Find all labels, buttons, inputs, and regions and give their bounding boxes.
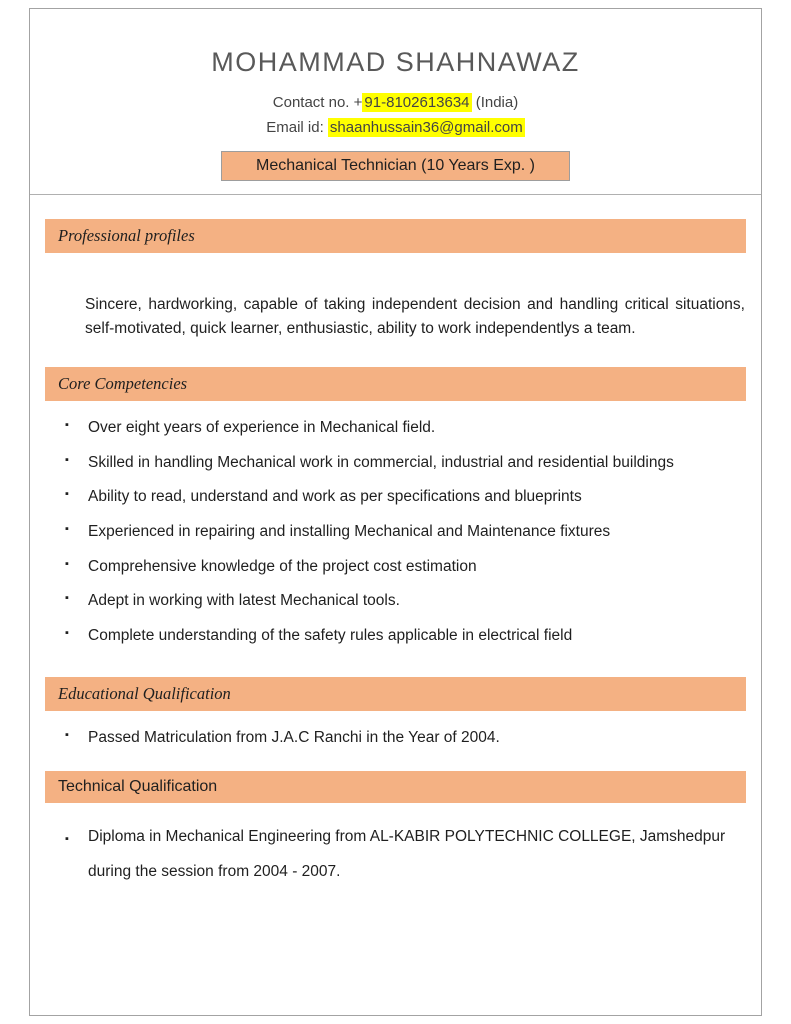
page-frame <box>29 8 762 1016</box>
contact-label: Contact no. + <box>272 94 363 111</box>
list-item: ▪ Comprehensive knowledge of the project cost estimation <box>65 556 745 578</box>
core-competencies-list <box>65 417 745 647</box>
list-item: ▪ Passed Matriculation from J.A.C Ranchi in the Year of 2004. <box>65 727 745 749</box>
list-item: ▪ Diploma in Mechanical Engineering from AL-KABIR POLYTECHNIC COLLEGE, Jamshedpur during the session from 2004 - 2007. <box>65 819 745 890</box>
list-item: ▪ Ability to read, understand and work as per specifications and blueprints <box>65 486 745 508</box>
list-item: ▪ Adept in working with latest Mechanical tools. <box>65 590 745 612</box>
contact-country: (India) <box>471 94 519 111</box>
email-label: Email id: <box>266 119 328 136</box>
email-line <box>30 115 761 140</box>
candidate-name: MOHAMMAD SHAHNAWAZ <box>211 47 580 77</box>
contact-number-highlight: 91-8102613634 <box>364 94 470 111</box>
professional-summary-paragraph: Sincere, hardworking, capable of taking independent decision and handling critical situations, self-motivated, quick learner, enthusiastic, ability to work independentlys a team. <box>85 296 745 338</box>
contact-line <box>30 90 761 115</box>
header-divider <box>30 194 761 195</box>
section-heading-professional-profiles: Professional profiles <box>45 219 746 253</box>
section-heading-technical-qualification: Technical Qualification <box>45 771 746 803</box>
technical-qualification-list <box>65 819 745 890</box>
list-item: ▪ Experienced in repairing and installing Mechanical and Maintenance fixtures <box>65 521 745 543</box>
list-item: ▪ Complete understanding of the safety rules applicable in electrical field <box>65 625 745 647</box>
email-address-highlight: shaanhussain36@gmail.com <box>329 119 523 136</box>
section-heading-educational-qualification: Educational Qualification <box>45 677 746 711</box>
resume-header <box>30 9 761 195</box>
job-title-badge: Mechanical Technician (10 Years Exp. ) <box>221 151 570 181</box>
section-heading-core-competencies: Core Competencies <box>45 367 746 401</box>
list-item: ▪ Skilled in handling Mechanical work in commercial, industrial and residential buildings <box>65 452 745 474</box>
list-item: ▪ Over eight years of experience in Mechanical field. <box>65 417 745 439</box>
educational-qualification-list <box>65 727 745 749</box>
